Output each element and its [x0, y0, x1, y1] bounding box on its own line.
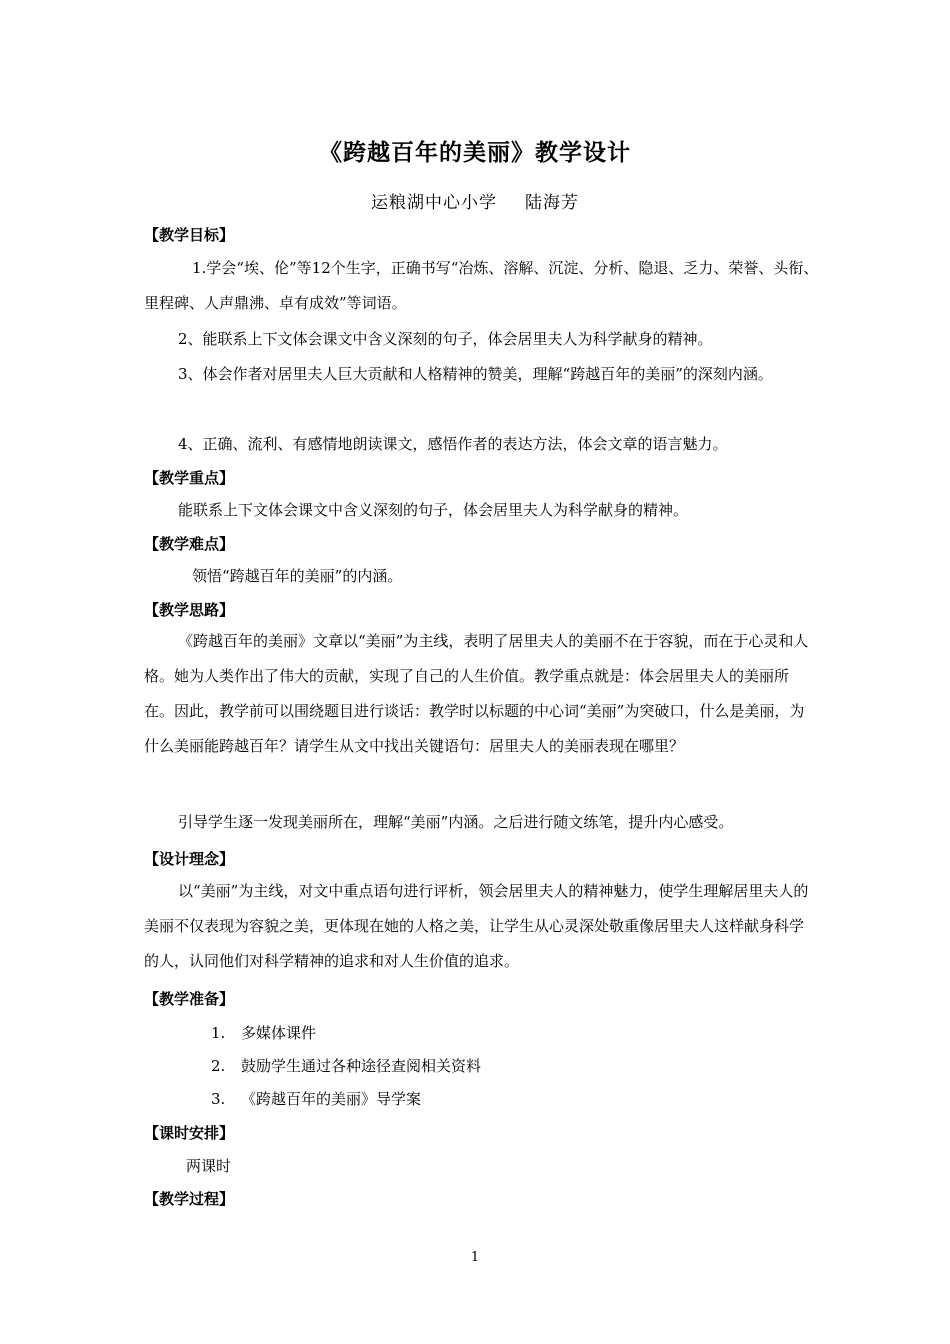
goals-heading: 【教学目标】	[144, 226, 235, 244]
schedule-heading: 【课时安排】	[144, 1124, 235, 1142]
author-name: 陆海芳	[525, 193, 579, 213]
preparation-item	[211, 1055, 481, 1076]
difficulties-text: 领悟“跨越百年的美丽”的内涵。	[192, 567, 403, 585]
philosophy-text: 以“美丽”为主线，对文中重点语句进行评析，领会居里夫人的精神魅力，使学生理解居里夫人的美丽不仅表现为容貌之美，更体现在她的人格之美，让学生从心灵深处敬重像居里夫人这样献身科学的人，认同他们对科学精神的追求和对人生价值的追求。	[144, 882, 809, 970]
approach-paragraph: 引导学生逐一发现美丽所在，理解“美丽”内涵。之后进行随文练笔，提升内心感受。	[178, 813, 734, 831]
approach-heading: 【教学思路】	[144, 601, 235, 619]
goal-item: 1.学会“埃、伦”等12个生字，正确书写“冶炼、溶解、沉淀、分析、隐退、乏力、荣誉、头衔、里程碑、人声鼎沸、卓有成效”等词语。	[144, 259, 819, 312]
preparation-heading: 【教学准备】	[144, 990, 235, 1008]
difficulties-heading: 【教学难点】	[144, 535, 235, 553]
document-title: 《跨越百年的美丽》教学设计	[319, 140, 631, 166]
philosophy-heading: 【设计理念】	[144, 850, 235, 868]
preparation-item	[211, 1022, 316, 1043]
preparation-item-number: 2.	[211, 1057, 226, 1075]
preparation-item-text: 多媒体课件	[241, 1024, 317, 1042]
process-heading: 【教学过程】	[144, 1190, 235, 1208]
preparation-item-number: 1.	[211, 1024, 226, 1042]
key-points-heading: 【教学重点】	[144, 469, 235, 487]
preparation-item-text: 《跨越百年的美丽》导学案	[241, 1090, 422, 1108]
goal-item: 3、体会作者对居里夫人巨大贡献和人格精神的赞美，理解“跨越百年的美丽”的深刻内涵。	[178, 365, 773, 383]
page-number: 1	[470, 1250, 480, 1265]
goal-item: 4、正确、流利、有感情地朗读课文，感悟作者的表达方法，体会文章的语言魅力。	[178, 435, 728, 453]
approach-paragraph: 《跨越百年的美丽》文章以“美丽”为主线，表明了居里夫人的美丽不在于容貌，而在于心灵和人格。她为人类作出了伟大的贡献，实现了自己的人生价值。教学重点就是：体会居里夫人的美丽所在。因此，教学前可以围绕题目进行谈话：教学时以标题的中心词“美丽”为突破口，什么是美丽，为什么美丽能跨越百年？请学生从文中找出关键语句：居里夫人的美丽表现在哪里？	[144, 632, 809, 755]
schedule-text: 两课时	[186, 1157, 232, 1175]
byline	[0, 188, 950, 213]
school-name: 运粮湖中心小学	[371, 193, 497, 213]
preparation-item-text: 鼓励学生通过各种途径查阅相关资料	[241, 1057, 482, 1075]
goal-item: 2、能联系上下文体会课文中含义深刻的句子，体会居里夫人为科学献身的精神。	[178, 330, 713, 348]
key-points-text: 能联系上下文体会课文中含义深刻的句子，体会居里夫人为科学献身的精神。	[178, 501, 689, 519]
preparation-item-number: 3.	[211, 1090, 226, 1108]
preparation-item	[211, 1088, 421, 1109]
